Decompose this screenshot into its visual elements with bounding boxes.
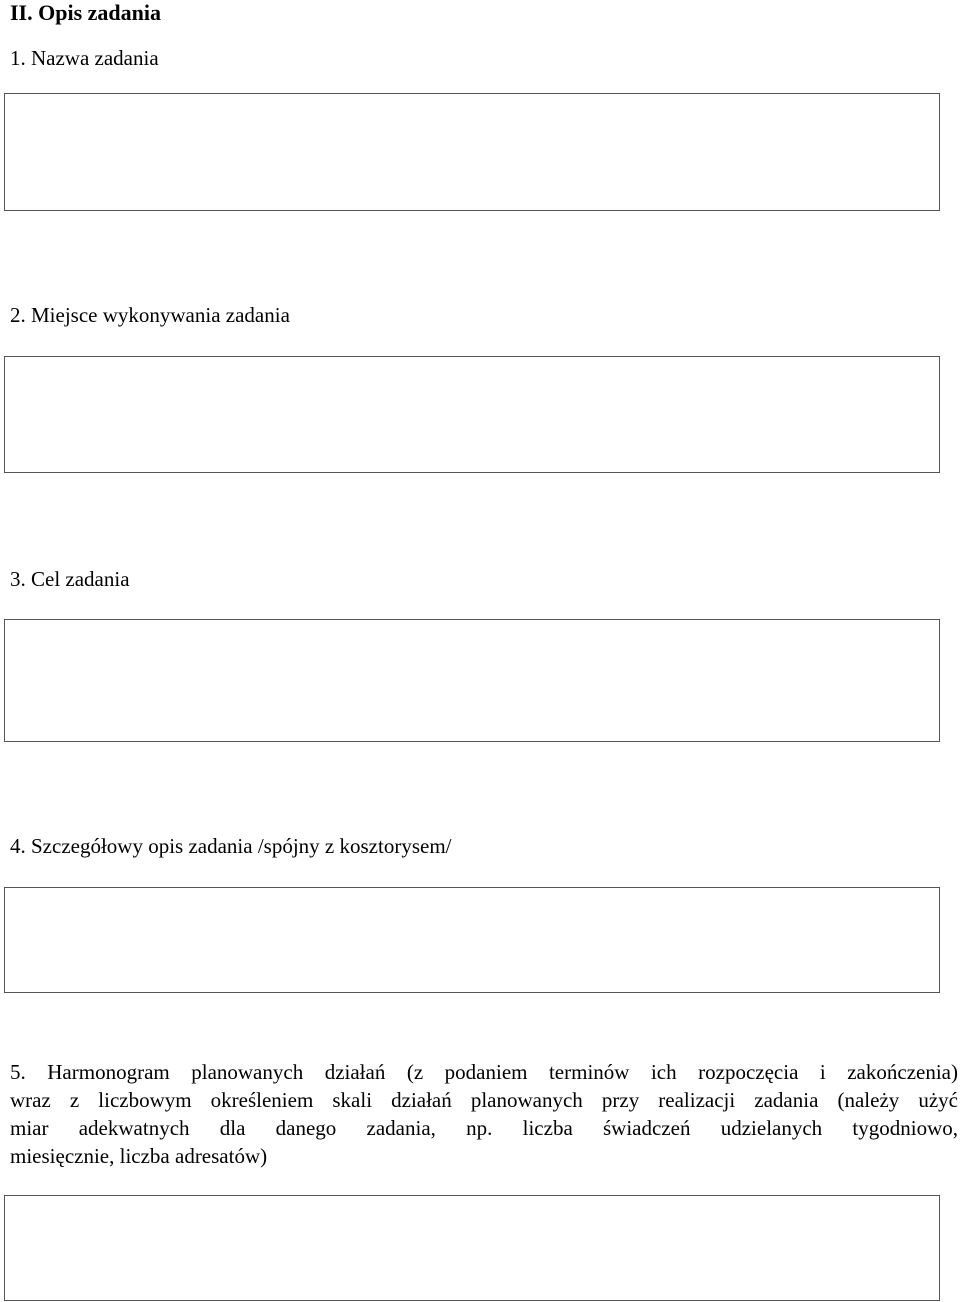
field-label-task-goal: 3. Cel zadania: [10, 567, 130, 591]
field-label-schedule: [10, 1058, 958, 1170]
field-label-task-name: 1. Nazwa zadania: [10, 46, 159, 70]
task-name-field[interactable]: [4, 93, 940, 211]
section-title: II. Opis zadania: [10, 0, 161, 25]
task-goal-field[interactable]: [4, 619, 940, 742]
schedule-label-line: wraz z liczbowym określeniem skali działań planowanych przy realizacji zadania (należy użyć: [10, 1088, 958, 1112]
schedule-field[interactable]: [4, 1195, 940, 1301]
schedule-label-line: miesięcznie, liczba adresatów): [10, 1144, 268, 1168]
schedule-label-line: 5. Harmonogram planowanych działań (z podaniem terminów ich rozpoczęcia i zakończenia): [10, 1060, 958, 1084]
task-location-field[interactable]: [4, 356, 940, 473]
schedule-label-line: miar adekwatnych dla danego zadania, np. liczba świadczeń udzielanych tygodniowo,: [10, 1116, 958, 1140]
task-description-field[interactable]: [4, 887, 940, 993]
field-label-task-location: 2. Miejsce wykonywania zadania: [10, 303, 290, 327]
field-label-task-description: 4. Szczegółowy opis zadania /spójny z kosztorysem/: [10, 834, 452, 858]
